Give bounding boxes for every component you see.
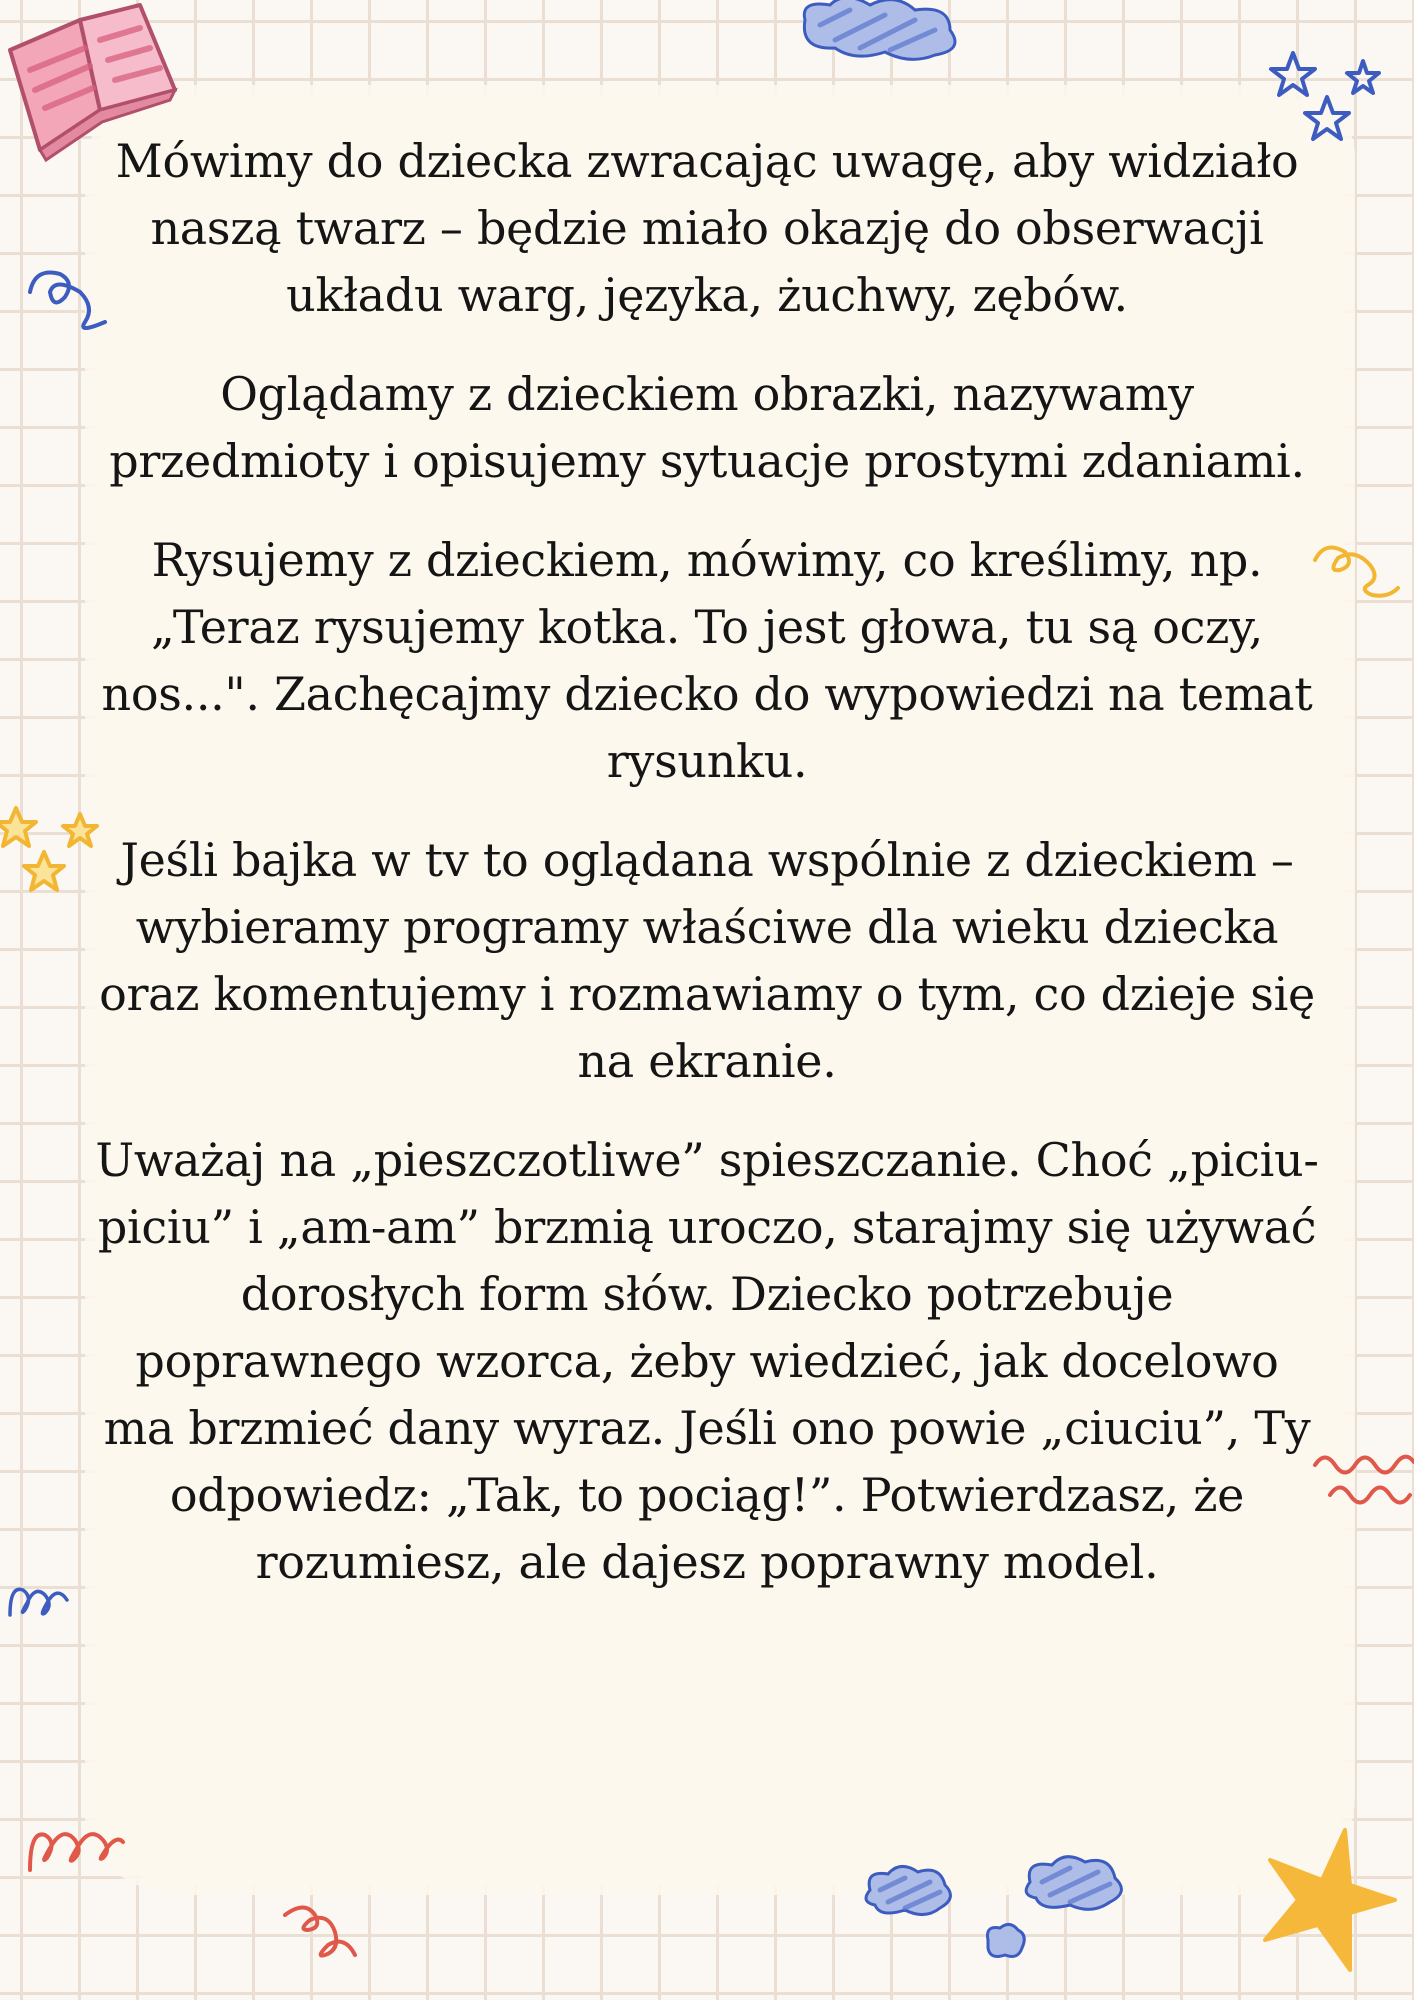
cloud-icon	[1020, 1850, 1135, 1930]
paragraph-2: Oglądamy z dzieckiem obrazki, nazywamy przedmioty i opisujemy sytuacje prostymi zdaniami.	[109, 367, 1305, 488]
cloud-icon	[980, 1920, 1030, 1965]
paragraph-4: Jeśli bajka w tv to oglądana wspólnie z dzieckiem – wybieramy programy właściwe dla wieku dziecka oraz komentujemy i rozmawiamy o tym, co dzieje się na ekranie.	[99, 833, 1315, 1088]
swirl-icon	[1310, 540, 1405, 610]
swirl-icon	[25, 1810, 125, 1880]
text-content	[95, 128, 1319, 1628]
swirl-icon	[1310, 1440, 1414, 1520]
paragraph-5: Uważaj na „pieszczotliwe” spieszczanie. Choć „piciu-piciu” i „am-am” brzmią uroczo, starajmy się używać dorosłych form słów. Dziecko potrzebuje poprawnego wzorca, żeby wiedzieć, jak docelowo ma brzmieć dany wyraz. Jeśli ono powie „ciuciu”, Ty odpowiedz: „Tak, to pociąg!”. Potwierdzasz, że rozumiesz, ale dajesz poprawny model.	[95, 1133, 1319, 1589]
swirl-icon	[5, 1575, 75, 1625]
cloud-icon	[860, 1860, 960, 1930]
star-icon	[1250, 1825, 1400, 1975]
cloud-icon	[790, 0, 970, 70]
swirl-icon	[280, 1900, 360, 1970]
star-icon	[0, 800, 110, 910]
paragraph-3: Rysujemy z dzieckiem, mówimy, co kreślimy, np. „Teraz rysujemy kotka. To jest głowa, tu są oczy, nos...". Zachęcajmy dziecko do wypowiedzi na temat rysunku.	[101, 533, 1313, 788]
paragraph-1: Mówimy do dziecka zwracając uwagę, aby widziało naszą twarz – będzie miało okazję do obserwacji układu warg, języka, żuchwy, zębów.	[115, 134, 1299, 322]
